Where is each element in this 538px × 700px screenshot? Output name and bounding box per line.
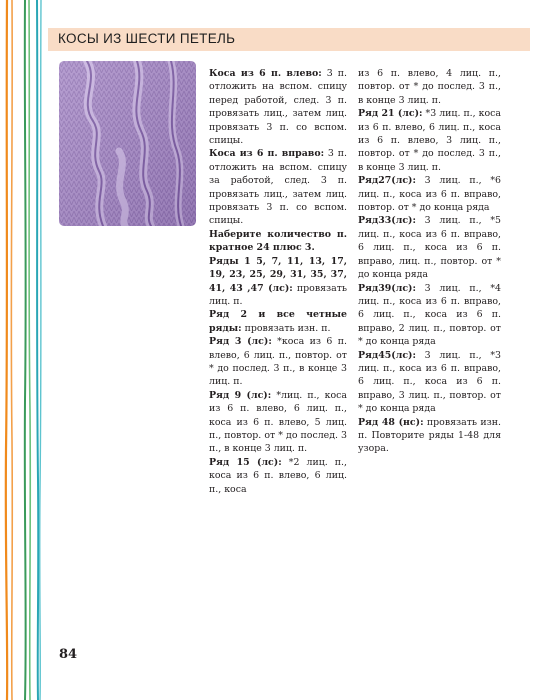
bold-term: Ряд 2 и все четные ряды: (209, 309, 347, 334)
paragraph-text: провязать изн. п. Повторите ряды 1-48 для узора. (358, 416, 501, 455)
paragraph (358, 107, 501, 174)
paragraph-text: провязать изн. п. (241, 322, 331, 334)
page-number: 84 (59, 647, 78, 662)
paragraph (358, 214, 501, 281)
bold-term: Ряд33(лс): (358, 215, 416, 227)
paragraph (209, 228, 347, 255)
paragraph-text: провязать лиц. п. (209, 282, 348, 307)
instructions-column-2 (358, 67, 501, 456)
bold-term: Ряд 15 (лс): (209, 456, 282, 468)
bold-term: Ряд 21 (лс): (358, 108, 423, 120)
paragraph-text: 3 лиц. п., *5 лиц. п., коса из 6 п. вправо, 6 лиц. п., коса из 6 п. вправо, лиц. п., повтор. от * до конца ряда (358, 215, 501, 281)
bold-term: Коса из 6 п. влево: (209, 68, 322, 79)
yarn-strand-orange-2 (11, 0, 12, 700)
bold-term: Ряд45(лс): (358, 349, 416, 361)
paragraph-text: 3 лиц. п., *4 лиц. п., коса из 6 п. вправо, 6 лиц. п., коса из 6 п. вправо, 2 лиц. п., повтор. от * до конца ряда (358, 282, 501, 348)
paragraph-text: из 6 п. влево, 4 лиц. п., повтор. от * до послед. 3 п., в конце 3 лиц. п. (358, 68, 501, 106)
bold-term: Ряд 48 (нс): (358, 416, 424, 428)
bold-term: Ряд 9 (лс): (209, 389, 272, 401)
paragraph (209, 147, 347, 227)
paragraph-text: *коса из 6 п. влево, 6 лиц. п., повтор. от * до послед. 3 п., в конце 3 лиц. п. (209, 336, 347, 388)
paragraph-text: 3 п. отложить на вспом. спицу за работой, след. 3 п. провязать лиц., затем лиц. провязать 3 п. со вспом. спицы. (209, 148, 347, 227)
knitted-cable-swatch-image (59, 61, 196, 226)
paragraph-text: *2 лиц. п., коса из 6 п. влево, 6 лиц. п., коса (209, 456, 348, 495)
paragraph (209, 308, 347, 335)
bold-term: Ряд27(лс): (358, 175, 416, 187)
paragraph (358, 282, 501, 349)
instructions-column-1 (209, 67, 347, 496)
yarn-strand-green-1 (25, 0, 26, 700)
paragraph (358, 67, 501, 107)
page-title: КОСЫ ИЗ ШЕСТИ ПЕТЕЛЬ (58, 31, 236, 46)
paragraph-text: 3 лиц. п., *6 лиц. п., коса из 6 п. вправо, повтор. от * до конца ряда (358, 175, 501, 214)
yarn-strands (6, 0, 41, 700)
paragraph (209, 456, 347, 496)
paragraph (209, 335, 347, 389)
bold-term: Ряд39(лс): (358, 282, 416, 294)
bold-term: Ряд 3 (лс): (209, 336, 272, 348)
yarn-strand-teal-2 (40, 0, 41, 700)
paragraph (358, 174, 501, 214)
paragraph-text: *лиц. п., коса из 6 п. влево, 6 лиц. п., коса из 6 п. влево, 5 лиц. п., повтор. от * до послед. 3 п., в конце 3 лиц. п. (209, 389, 347, 455)
bold-term: Ряды 1 5, 7, 11, 13, 17, 19, 23, 25, 29, 31, 35, 37, 41, 43 ,47 (лс): (209, 255, 347, 294)
paragraph-text: 3 п. отложить на вспом. спицу перед работой, след. 3 п. провязать лиц., затем лиц. провязать 3 п. со вспом. спицы. (209, 68, 347, 147)
paragraph (209, 389, 347, 456)
paragraph (209, 255, 347, 309)
bold-term: Наберите количество п. кратное 24 плюс 3. (209, 228, 347, 254)
paragraph (358, 349, 501, 416)
paragraph (358, 416, 501, 456)
yarn-strand-orange-1 (6, 0, 7, 700)
yarn-decoration (0, 0, 46, 700)
yarn-strand-teal-1 (37, 0, 38, 700)
paragraph-text: 3 лиц. п., *3 лиц. п., коса из 6 п. вправо, 6 лиц. п., коса из 6 п. вправо, 3 лиц. п., повтор. от * до конца ряда (358, 349, 501, 415)
paragraph-text: *3 лиц. п., коса из 6 п. влево, 6 лиц. п., коса из 6 п. влево, 3 лиц. п., повтор. от * до послед. 3 п., в конце 3 лиц. п. (358, 108, 502, 173)
yarn-strand-green-2 (29, 0, 30, 700)
paragraph (209, 67, 347, 147)
bold-term: Коса из 6 п. вправо: (209, 148, 325, 160)
